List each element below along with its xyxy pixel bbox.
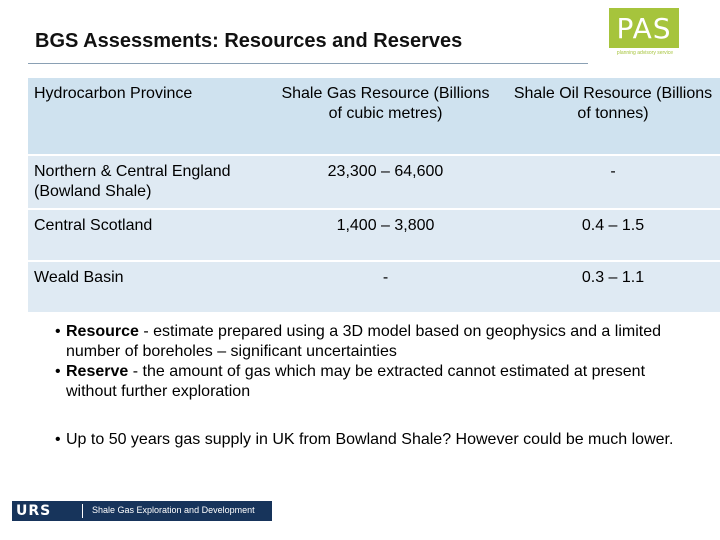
header-shale-gas: Shale Gas Resource (Billions of cubic metres) [272,78,499,155]
resources-table [28,78,720,312]
pas-logo [609,8,679,48]
footer-caption: Shale Gas Exploration and Development [92,505,255,515]
header-province: Hydrocarbon Province [28,78,272,155]
cell-oil: 0.4 – 1.5 [499,209,720,261]
pas-logo-tagline: planning advisory service [616,50,674,56]
cell-gas: 1,400 – 3,800 [272,209,499,261]
table-header-row [28,78,720,155]
note-item [55,322,695,362]
bullet-icon: • [55,363,61,380]
footer-brand-strip [12,501,272,521]
note-item [55,362,695,402]
note-term: Resource [66,323,139,340]
footer-bar [0,498,720,524]
table-row [28,155,720,209]
cell-oil: 0.3 – 1.1 [499,261,720,312]
cell-gas: 23,300 – 64,600 [272,155,499,209]
table-row [28,209,720,261]
title-divider [28,63,588,64]
cell-province: Central Scotland [28,209,272,261]
table-row [28,261,720,312]
urs-logo: URS [16,503,52,519]
cell-province: Northern & Central England (Bowland Shale) [28,155,272,209]
note-item [55,430,695,450]
bullet-icon: • [55,431,61,448]
header-shale-oil: Shale Oil Resource (Billions of tonnes) [499,78,720,155]
note-text: - the amount of gas which may be extracted cannot estimated at present without further exploration [66,363,646,400]
cell-oil: - [499,155,720,209]
note-text: Up to 50 years gas supply in UK from Bowland Shale? However could be much lower. [66,431,674,448]
pas-logo-text: PAS [616,11,672,45]
note-text: - estimate prepared using a 3D model based on geophysics and a limited number of boreholes – significant uncertainties [66,323,661,360]
note-term: Reserve [66,363,129,380]
bullet-icon: • [55,323,61,340]
slide-title: BGS Assessments: Resources and Reserves [35,30,463,52]
cell-gas: - [272,261,499,312]
cell-province: Weald Basin [28,261,272,312]
footer-divider [82,504,83,518]
notes-list [55,322,695,450]
